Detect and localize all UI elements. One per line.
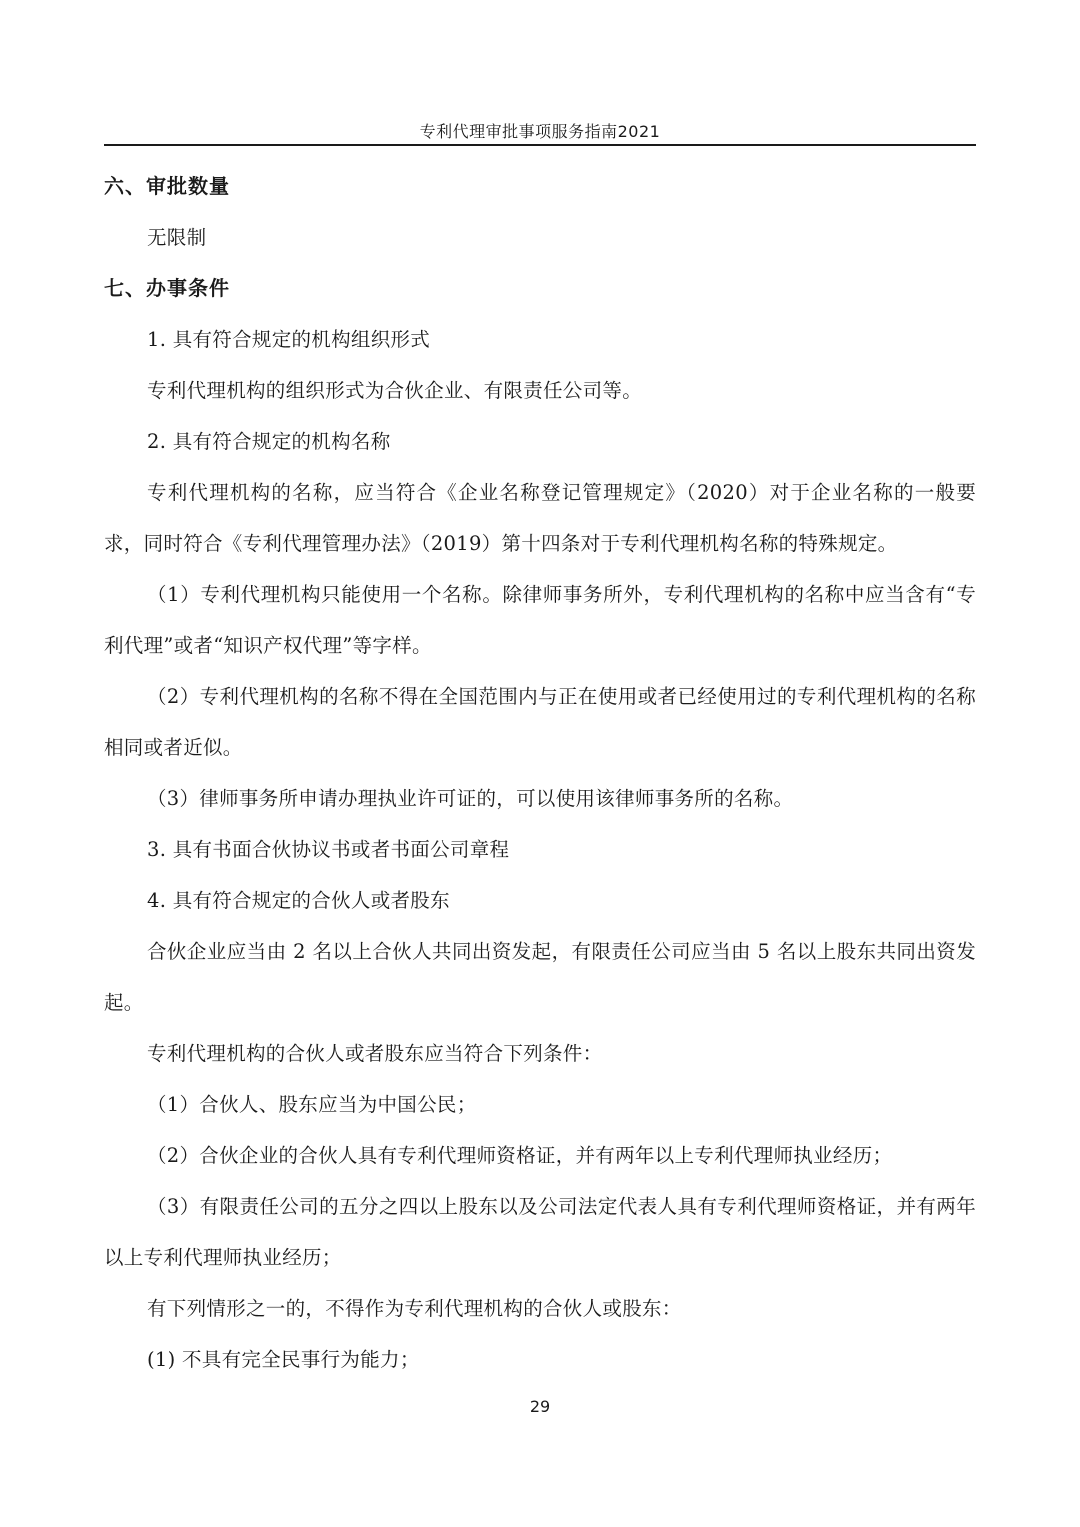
paragraph: (1) 不具有完全民事行为能力； [147, 1348, 420, 1371]
paragraph: 有下列情形之一的，不得作为专利代理机构的合伙人或股东： [147, 1297, 682, 1320]
paragraph: 无限制 [147, 226, 207, 249]
paragraph: 4. 具有符合规定的合伙人或者股东 [147, 889, 450, 912]
paragraph: 专利代理机构的名称，应当符合《企业名称登记管理规定》（2020）对于企业名称的一般要求，同时符合《专利代理管理办法》（2019）第十四条对于专利代理机构名称的特殊规定。 [104, 481, 976, 555]
document-body [104, 161, 976, 1385]
paragraph: 专利代理机构的合伙人或者股东应当符合下列条件： [147, 1042, 603, 1065]
paragraph: （1）专利代理机构只能使用一个名称。除律师事务所外，专利代理机构的名称中应当含有“专利代理”或者“知识产权代理”等字样。 [104, 583, 976, 657]
paragraph: 合伙企业应当由 2 名以上合伙人共同出资发起，有限责任公司应当由 5 名以上股东共同出资发起。 [104, 940, 976, 1014]
running-header-title: 专利代理审批事项服务指南2021 [419, 122, 661, 141]
paragraph: 2. 具有符合规定的机构名称 [147, 430, 391, 453]
page-number: 29 [529, 1397, 551, 1416]
paragraph: （3）有限责任公司的五分之四以上股东以及公司法定代表人具有专利代理师资格证，并有两年以上专利代理师执业经历； [104, 1195, 976, 1269]
paragraph: 3. 具有书面合伙协议书或者书面公司章程 [147, 838, 510, 861]
paragraph: （1）合伙人、股东应当为中国公民； [147, 1093, 477, 1116]
paragraph: （3）律师事务所申请办理执业许可证的，可以使用该律师事务所的名称。 [147, 787, 794, 810]
header-divider [104, 144, 976, 146]
paragraph: 专利代理机构的组织形式为合伙企业、有限责任公司等。 [147, 379, 643, 402]
section-heading-approval-quantity: 六、审批数量 [104, 174, 230, 198]
section-heading-conditions: 七、办事条件 [104, 276, 230, 300]
paragraph: （2）合伙企业的合伙人具有专利代理师资格证，并有两年以上专利代理师执业经历； [147, 1144, 893, 1167]
paragraph: （2）专利代理机构的名称不得在全国范围内与正在使用或者已经使用过的专利代理机构的名称相同或者近似。 [104, 685, 976, 759]
paragraph: 1. 具有符合规定的机构组织形式 [147, 328, 431, 351]
